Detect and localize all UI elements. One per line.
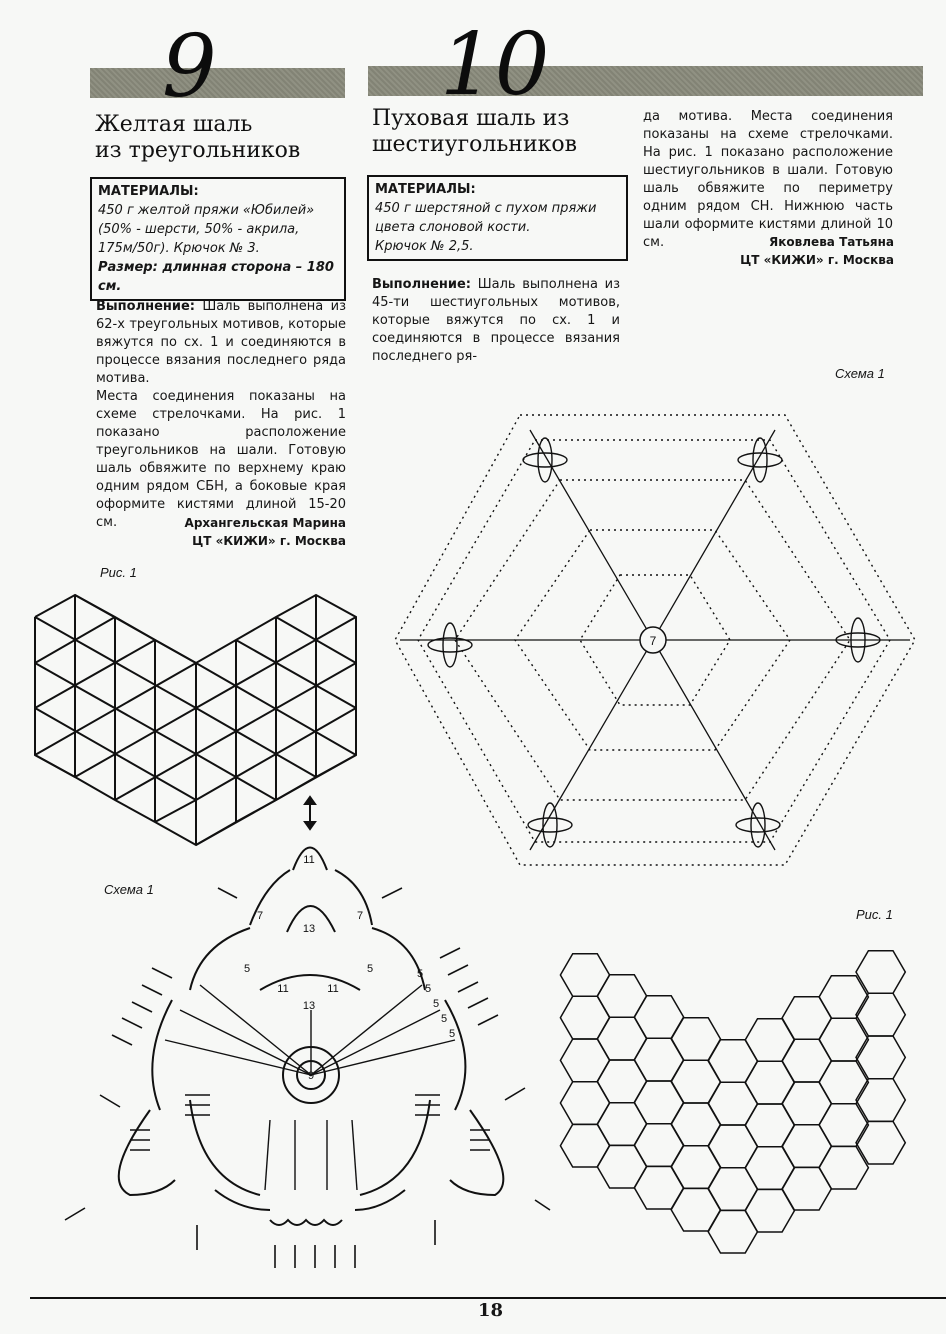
svg-text:5: 5: [243, 963, 251, 975]
svg-text:11: 11: [327, 983, 339, 995]
author-10: Яковлева Татьяна ЦТ «КИЖИ» г. Москва: [740, 235, 894, 267]
author-9: Архангельская Марина ЦТ «КИЖИ» г. Москва: [184, 516, 346, 548]
scheme-center-number: 7: [649, 634, 657, 648]
instructions-10-col2: да мотива. Места соединения показаны на схеме стрелочками. На рис. 1 показано расположение шестиугольников в шали. Готовую шаль обвяжите по периметру одним рядом СН. Нижнюю часть шали оформите кистями длиной 10 см.: [643, 109, 893, 250]
svg-text:11: 11: [277, 983, 289, 995]
instructions-10: Выполнение: Шаль выполнена из 45-ти шестиугольных мотивов, которые вяжутся по сх. 1 и соединяются в процессе вязания последнего ря-: [372, 277, 620, 364]
svg-text:13: 13: [302, 923, 316, 935]
page-number: 18: [478, 1300, 504, 1321]
svg-text:9: 9: [307, 1070, 315, 1082]
pattern-10-title: Пуховая шаль из шестиугольников: [372, 106, 578, 157]
svg-text:5: 5: [440, 1013, 448, 1025]
page-rule: [30, 1297, 946, 1299]
pattern-number-9: 9: [162, 17, 217, 117]
svg-text:13: 13: [302, 1000, 316, 1012]
materials-box-9: МАТЕРИАЛЫ: 450 г желтой пряжи «Юбилей» (50% - шерсти, 50% - акрила, 175м/50г). Крючок № 3. Размер: длинная сторона – 180 см.: [90, 177, 346, 301]
instructions-9: Выполнение: Шаль выполнена из 62-х треугольных мотивов, которые вяжутся по сх. 1 и соединяются в процессе вязания последнего ряда мотива. Места соединения показаны на схеме стрелочками. На рис. 1 показано расположение треугольников на шали. Готовую шаль обвяжите по верхнему краю одним рядом СБН, а боковые края оформите кистями длиной 15-20 см.: [96, 299, 346, 530]
figure-label-10: Рис. 1: [856, 907, 893, 922]
scheme-label-10: Схема 1: [835, 366, 885, 381]
scheme-label-9: Схема 1: [104, 882, 154, 897]
svg-text:5: 5: [416, 968, 424, 980]
svg-text:11: 11: [303, 854, 315, 866]
figure-label-9: Рис. 1: [100, 565, 137, 580]
svg-text:7: 7: [256, 910, 264, 922]
pattern-9-title: Желтая шаль из треугольников: [95, 112, 301, 163]
svg-text:5: 5: [424, 983, 432, 995]
svg-text:5: 5: [432, 998, 440, 1010]
svg-text:7: 7: [356, 910, 364, 922]
svg-text:5: 5: [366, 963, 374, 975]
svg-text:5: 5: [448, 1028, 456, 1040]
pattern-number-10: 10: [440, 15, 550, 115]
materials-box-10: МАТЕРИАЛЫ: 450 г шерстяной с пухом пряжи цвета слоновой кости. Крючок № 2,5.: [367, 175, 628, 261]
